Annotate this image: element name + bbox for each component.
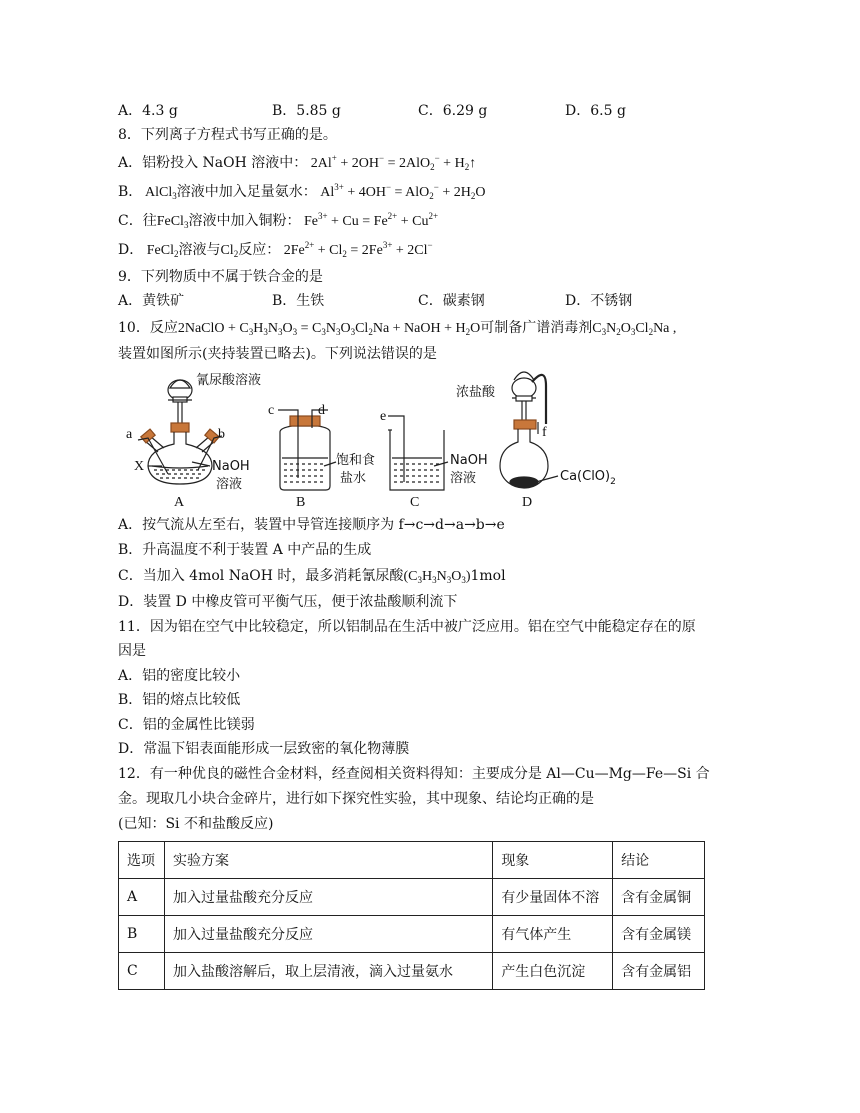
q8-option-a <box>118 153 476 174</box>
table-cell: B <box>119 916 165 953</box>
table-cell: 加入过量盐酸充分反应 <box>164 916 492 953</box>
label-caclo2: $Ca(ClO)_2$ <box>560 469 616 487</box>
svg-text:c: c <box>268 403 275 418</box>
table-header-cell: 现象 <box>493 842 613 879</box>
q11-option-c: C．铝的金属性比镁弱 <box>118 717 255 733</box>
svg-text:NaOH: NaOH <box>450 453 488 468</box>
apparatus-d <box>500 372 558 488</box>
svg-text:盐水: 盐水 <box>340 471 367 486</box>
q11-stem: 11．因为铝在空气中比较稳定，所以铝制品在生活中被广泛应用。铝在空气中能稳定存在的原 <box>118 619 696 635</box>
table-row <box>119 953 705 990</box>
q7-option-d: D．6.5 g <box>565 103 626 119</box>
svg-text:f: f <box>542 425 547 440</box>
svg-text:溶液: 溶液 <box>450 471 477 486</box>
q10-option-d: D．装置 D 中橡皮管可平衡气压，便于浓盐酸顺利流下 <box>118 594 458 610</box>
table-header-cell: 结论 <box>613 842 705 879</box>
q10-stem: 10．反应2NaClO + $C_3H_3N_3O_3 = C_3N_3O_3Cl_2Na$ + NaOH + $H_2O$可制备广谱消毒剂$C_3N_2O_3Cl_2Na$ , <box>118 320 677 337</box>
apparatus-d-label: D <box>522 495 533 510</box>
q8-stem: 8．下列离子方程式书写正确的是。 <box>118 127 337 143</box>
apparatus-b <box>278 410 336 490</box>
q8-option-b: B． AlCl$_3$溶液中加入足量氨水： $Al^{3+} + 4OH^- = AlO_2^- + 2H_2O$ <box>118 182 486 201</box>
q11-option-a: A．铝的密度比较小 <box>118 668 241 684</box>
q11-option-d: D．常温下铝表面能形成一层致密的氧化物薄膜 <box>118 741 410 757</box>
table-cell: C <box>119 953 165 990</box>
svg-text:d: d <box>318 403 325 418</box>
svg-text:X: X <box>134 459 145 474</box>
svg-text:饱和食: 饱和食 <box>336 453 376 468</box>
q11-stem-line2: 因是 <box>118 643 146 659</box>
table-header-row <box>119 842 705 879</box>
q8-option-d: D． FeCl$_2$溶液与$Cl_2$反应： $2Fe^{2+} + Cl_2 = 2Fe^{3+} + 2Cl^-$ <box>118 240 433 259</box>
table-row <box>119 879 705 916</box>
q12-note: (已知：Si 不和盐酸反应) <box>118 816 274 832</box>
q7-option-b: B．5.85 g <box>272 103 341 119</box>
q7-option-a: A．4.3 g <box>118 103 178 119</box>
svg-text:a: a <box>126 427 133 442</box>
apparatus-c-label: C <box>410 495 420 510</box>
q10-stem-line2: 装置如图所示(夹持装置已略去)。下列说法错误的是 <box>118 346 437 362</box>
q10-option-a: A．按气流从左至右，装置中导管连接顺序为 f→c→d→a→b→e <box>118 517 505 533</box>
table-row <box>119 916 705 953</box>
table-cell: 含有金属镁 <box>613 916 705 953</box>
q8-option-d-equation: $2Fe^{2+} + Cl_2 = 2Fe^{3+} + 2Cl^-$ <box>280 240 433 259</box>
q9-option-d: D．不锈钢 <box>565 293 633 309</box>
q12-stem: 12．有一种优良的磁性合金材料，经查阅相关资料得知：主要成分是 Al—Cu—Mg—Fe—Si 合 <box>118 766 710 782</box>
q9-option-b: B．生铁 <box>272 293 325 309</box>
q9-option-c: C．碳素钢 <box>418 293 485 309</box>
label-cyanuric-acid: 氰尿酸溶液 <box>196 373 262 388</box>
q8-option-b-equation: $Al^{3+} + 4OH^- = AlO_2^- + 2H_2O$ <box>316 182 486 201</box>
table-header-cell: 实验方案 <box>164 842 492 879</box>
q9-option-a: A．黄铁矿 <box>118 293 185 309</box>
table-cell: 加入过量盐酸充分反应 <box>164 879 492 916</box>
svg-text:NaOH: NaOH <box>212 459 250 474</box>
table-cell: 含有金属铜 <box>613 879 705 916</box>
table-cell: A <box>119 879 165 916</box>
q10-option-b: B．升高温度不利于装置 A 中产品的生成 <box>118 542 372 558</box>
q8-option-a-equation: $2Al^+ + 2OH^- = 2AlO_2^- + H_2↑$ <box>307 153 477 172</box>
apparatus-a <box>138 380 222 484</box>
table-cell: 产生白色沉淀 <box>493 953 613 990</box>
q7-option-c: C．6.29 g <box>418 103 488 119</box>
table-cell: 有少量固体不溶 <box>493 879 613 916</box>
svg-text:e: e <box>380 409 387 424</box>
svg-text:溶液: 溶液 <box>216 477 243 492</box>
q8-option-c: C．往FeCl$_3$溶液中加入铜粉： $Fe^{3+} + Cu = Fe^{2+} + Cu^{2+}$ <box>118 211 439 230</box>
apparatus-a-label: A <box>174 495 185 510</box>
table-header-cell: 选项 <box>119 842 165 879</box>
table-cell: 加入盐酸溶解后，取上层清液，滴入过量氨水 <box>164 953 492 990</box>
apparatus-figure <box>118 366 638 512</box>
q8-option-a-text: A．铝粉投入 NaOH 溶液中： <box>118 155 308 171</box>
apparatus-c <box>388 416 448 490</box>
q9-stem: 9．下列物质中不属于铁合金的是 <box>118 269 323 285</box>
q12-stem-line2: 金。现取几小块合金碎片，进行如下探究性实验，其中现象、结论均正确的是 <box>118 791 594 807</box>
table-cell: 有气体产生 <box>493 916 613 953</box>
table-cell: 含有金属铝 <box>613 953 705 990</box>
q10-option-c: C．当加入 4mol NaOH 时，最多消耗氰尿酸$(C_3H_3N_3O_3)1mol$ <box>118 568 506 585</box>
apparatus-b-label: B <box>296 495 306 510</box>
q8-option-c-equation: $Fe^{3+} + Cu = Fe^{2+} + Cu^{2+}$ <box>300 211 439 229</box>
label-conc-hcl: 浓盐酸 <box>456 385 496 400</box>
q11-option-b: B．铝的熔点比较低 <box>118 692 241 708</box>
experiment-table <box>118 841 705 990</box>
svg-text:b: b <box>218 427 225 442</box>
q10-reaction-equation: 2NaClO + $C_3H_3N_3O_3 = C_3N_3O_3Cl_2Na$ + NaOH + $H_2O$ <box>177 321 481 337</box>
